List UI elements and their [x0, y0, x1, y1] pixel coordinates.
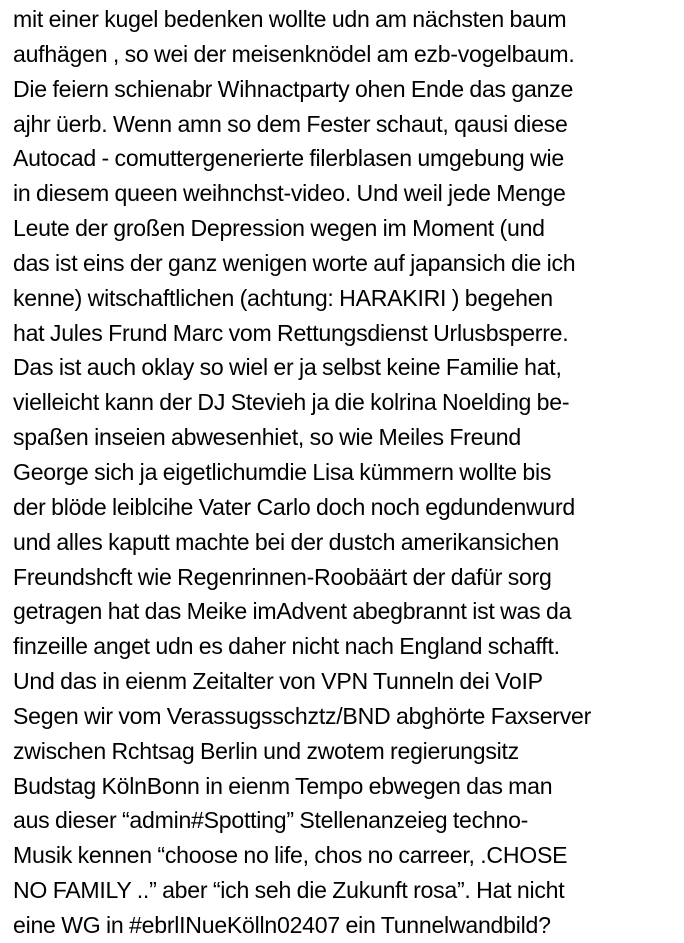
- text-line: Das ist auch oklay so wiel er ja selbst keine Familie hat,: [13, 354, 562, 381]
- text-line: in diesem queen weihnchst-video. Und weil jede Menge: [13, 180, 566, 207]
- text-line: hat Jules Frund Marc vom Rettungsdienst Urlusbsperre.: [13, 319, 569, 346]
- text-line: George sich ja eigetlichumdie Lisa kümmern wollte bis: [13, 458, 552, 485]
- text-line: Freundshcft wie Regenrinnen-Roobäärt der dafür sorg: [13, 563, 552, 590]
- text-line: aus dieser “admin#Spotting” Stellenanzeieg techno-: [13, 807, 529, 834]
- text-line: vielleicht kann der DJ Stevieh ja die kolrina Noelding be-: [13, 389, 570, 416]
- text-line: Und das in eienm Zeitalter von VPN Tunneln dei VoIP: [13, 668, 543, 695]
- text-line: getragen hat das Meike imAdvent abegbrannt ist was da: [13, 598, 572, 625]
- text-line: das ist eins der ganz wenigen worte auf japansich die ich: [13, 249, 576, 276]
- text-line: Autocad - comuttergenerierte filerblasen umgebung wie: [13, 145, 564, 172]
- text-line: mit einer kugel bedenken wollte udn am nächsten baum: [13, 6, 567, 32]
- body-text: [13, 2, 684, 943]
- text-line: eine WG in #ebrlINueKölln02407 ein Tunnelwandbild?: [13, 911, 551, 938]
- text-line: Segen wir vom Verassugsschztz/BND abghörte Faxserver: [13, 702, 592, 729]
- text-line: Die feiern schienabr Wihnactparty ohen Ende das ganze: [13, 75, 574, 102]
- text-line: finzeille anget udn es daher nicht nach England schafft.: [13, 633, 560, 660]
- text-line: aufhägen , so wei der meisenknödel am ezb-vogelbaum.: [13, 40, 575, 67]
- text-line: ajhr üerb. Wenn amn so dem Fester schaut, qausi diese: [13, 110, 568, 137]
- text-line: NO FAMILY ..” aber “ich seh die Zukunft rosa”. Hat nicht: [13, 877, 565, 904]
- text-line: Leute der großen Depression wegen im Moment (und: [13, 215, 545, 242]
- text-line: kenne) witschaftlichen (achtung: HARAKIRI ) begehen: [13, 284, 553, 311]
- text-line: spaßen inseien abwesenhiet, so wie Meiles Freund: [13, 424, 521, 451]
- text-line: Musik kennen “choose no life, chos no carreer, .CHOSE: [13, 842, 568, 869]
- text-line: der blöde leiblcihe Vater Carlo doch noch egdundenwurd: [13, 493, 575, 520]
- text-line: zwischen Rchtsag Berlin und zwotem regierungsitz: [13, 737, 519, 764]
- text-line: Budstag KölnBonn in eienm Tempo ebwegen das man: [13, 772, 553, 799]
- text-line: und alles kaputt machte bei der dustch amerikansichen: [13, 528, 559, 555]
